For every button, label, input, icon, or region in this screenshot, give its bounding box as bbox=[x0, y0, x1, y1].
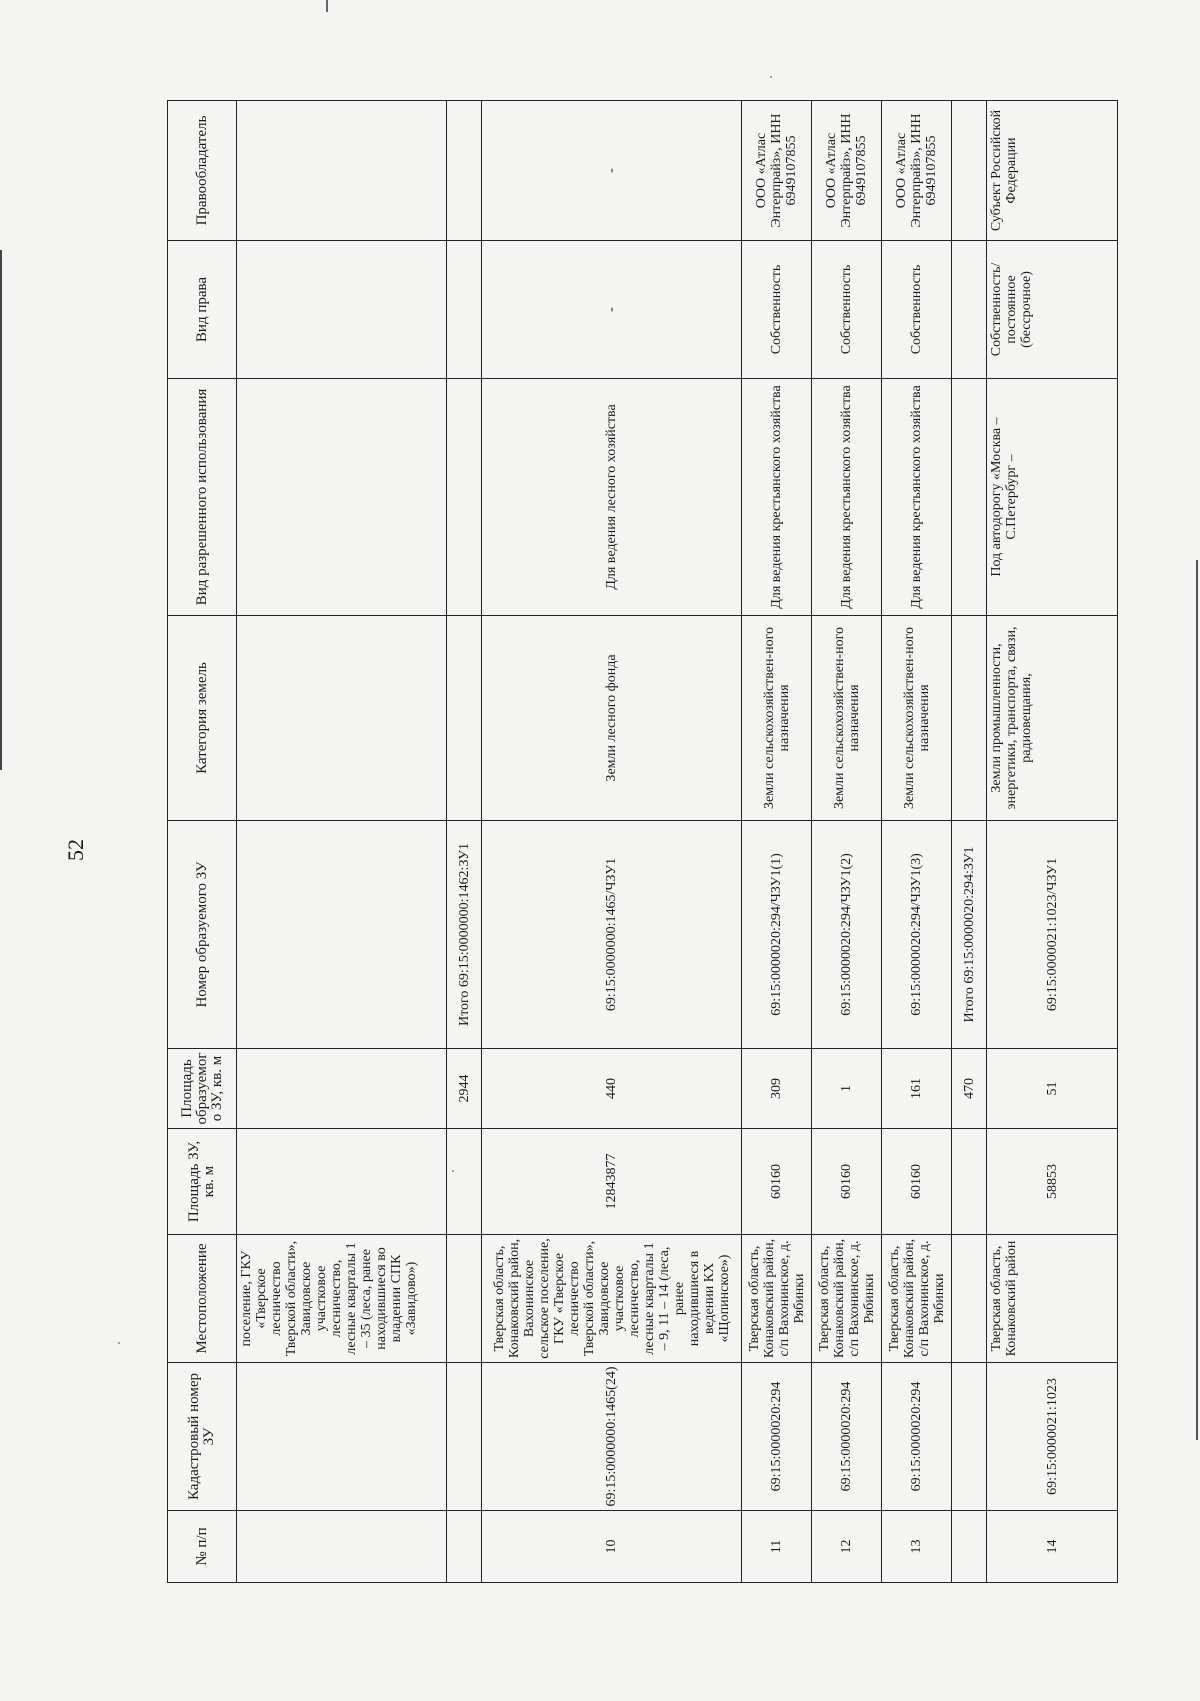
scan-speck bbox=[770, 76, 772, 78]
table-row-total bbox=[952, 101, 987, 1583]
cell-land-category: Земли промышленности, энергетики, транспорта, связи, радиовещания, bbox=[987, 616, 1118, 821]
cell-right-type: Собственность bbox=[742, 241, 812, 379]
table-row bbox=[812, 101, 882, 1583]
header-formed-area: Площадь образуемого ЗУ, кв. м bbox=[168, 1049, 237, 1129]
cell-num: 13 bbox=[882, 1511, 952, 1583]
cell-formed-area: 440 bbox=[482, 1049, 742, 1129]
land-plots-table bbox=[167, 100, 1118, 1583]
cell-land-category: Земли сельскохозяйствен-ного назначения bbox=[812, 616, 882, 821]
cell-total-label: Итого 69:15:0000020:294:ЗУ1 bbox=[952, 821, 987, 1049]
cell-cadastral: 69:15:0000000:1465(24) bbox=[482, 1363, 742, 1511]
cell-location: Тверская область, Конаковский район, с/п Вахонинское, д. Рябинки bbox=[812, 1235, 882, 1363]
cell-right-type: Собственность/ постоянное (бессрочное) bbox=[987, 241, 1118, 379]
cell-total-area: 2944 bbox=[447, 1049, 482, 1129]
cell-total-label: Итого 69:15:0000000:1462:ЗУ1 bbox=[447, 821, 482, 1049]
header-num: № п/п bbox=[168, 1511, 237, 1583]
table-row bbox=[987, 101, 1118, 1583]
header-formed-number: Номер образуемого ЗУ bbox=[168, 821, 237, 1049]
cell-formed-area: 309 bbox=[742, 1049, 812, 1129]
cell-num: 10 bbox=[482, 1511, 742, 1583]
cell-area: 60160 bbox=[742, 1129, 812, 1235]
table-wrapper bbox=[167, 101, 1118, 1583]
cell-formed-number: 69:15:0000020:294/ЧЗУ1(3) bbox=[882, 821, 952, 1049]
cell-num: 14 bbox=[987, 1511, 1118, 1583]
cell-formed-number: 69:15:0000020:294/ЧЗУ1(1) bbox=[742, 821, 812, 1049]
cell-permitted-use: Для ведения крестьянского хозяйства bbox=[742, 379, 812, 616]
cell-right-type: - bbox=[482, 241, 742, 379]
cell-formed-area: 51 bbox=[987, 1049, 1118, 1129]
table-row-continuation bbox=[237, 101, 447, 1583]
cell-formed-number: 69:15:0000000:1465/ЧЗУ1 bbox=[482, 821, 742, 1049]
cell-area: 58853 bbox=[987, 1129, 1118, 1235]
cell-area: 60160 bbox=[882, 1129, 952, 1235]
cell-holder: ООО «Атлас Энтерпрайз», ИНН 6949107855 bbox=[882, 101, 952, 241]
cell-land-category: Земли лесного фонда bbox=[482, 616, 742, 821]
cell-formed-number: 69:15:0000021:1023/ЧЗУ1 bbox=[987, 821, 1118, 1049]
cell-location: Тверская область, Конаковский район, с/п Вахонинское, д. Рябинки bbox=[742, 1235, 812, 1363]
cell-holder: ООО «Атлас Энтерпрайз», ИНН 6949107855 bbox=[812, 101, 882, 241]
cell-permitted-use: Для ведения крестьянского хозяйства bbox=[882, 379, 952, 616]
cell-holder: - bbox=[482, 101, 742, 241]
cell-cadastral: 69:15:0000020:294 bbox=[812, 1363, 882, 1511]
scan-edge-right bbox=[1196, 560, 1198, 1440]
cell-formed-area: 1 bbox=[812, 1049, 882, 1129]
header-land-category: Категория земель bbox=[168, 616, 237, 821]
table-row bbox=[742, 101, 812, 1583]
cell-land-category: Земли сельскохозяйствен-ного назначения bbox=[742, 616, 812, 821]
header-location: Местоположение bbox=[168, 1235, 237, 1363]
cell-num: 12 bbox=[812, 1511, 882, 1583]
cell-area: 60160 bbox=[812, 1129, 882, 1235]
page-number: 52 bbox=[63, 839, 88, 861]
cell-area: 12843877 bbox=[482, 1129, 742, 1235]
cell-cadastral: 69:15:0000020:294 bbox=[742, 1363, 812, 1511]
header-right-type: Вид права bbox=[168, 241, 237, 379]
cell-location: Тверская область, Конаковский район, Вахонинское сельское поселение, ГКУ «Тверское лесничество Тверской области», Завидовское участковое лесничество, лесные кварталы 1 – 9, 11 – 14 (леса, ранее находившиеся в ведении КХ «Щопинское») bbox=[482, 1235, 742, 1363]
cell-permitted-use: Для ведения лесного хозяйства bbox=[482, 379, 742, 616]
header-cadastral: Кадастровый номер ЗУ bbox=[168, 1363, 237, 1511]
cell-permitted-use: Для ведения крестьянского хозяйства bbox=[812, 379, 882, 616]
cell-formed-area: 161 bbox=[882, 1049, 952, 1129]
cell-location: Тверская область, Конаковский район bbox=[987, 1235, 1118, 1363]
scan-speck bbox=[118, 1342, 120, 1344]
header-holder: Правообладатель bbox=[168, 101, 237, 241]
cell-right-type: Собственность bbox=[812, 241, 882, 379]
cell-num: 11 bbox=[742, 1511, 812, 1583]
table-row bbox=[882, 101, 952, 1583]
cell-cadastral: 69:15:0000021:1023 bbox=[987, 1363, 1118, 1511]
scan-edge-top bbox=[326, 0, 328, 12]
cell-cadastral: 69:15:0000020:294 bbox=[882, 1363, 952, 1511]
cell-permitted-use: Под автодорогу «Москва – С.Петербург – bbox=[987, 379, 1118, 616]
table-row bbox=[482, 101, 742, 1583]
cell-holder: ООО «Атлас Энтерпрайз», ИНН 6949107855 bbox=[742, 101, 812, 241]
cell-holder: Субъект Российской Федерации bbox=[987, 101, 1118, 241]
table-row-total bbox=[447, 101, 482, 1583]
cell-location: Тверская область, Конаковский район, с/п Вахонинское, д. Рябинки bbox=[882, 1235, 952, 1363]
scan-edge-left bbox=[0, 250, 2, 770]
header-permitted-use: Вид разрешенного использования bbox=[168, 379, 237, 616]
cell-location: поселение, ГКУ «Тверское лесничество Тверской области», Завидовское участковое лесничество, лесные кварталы 1 – 35 (леса, ранее находившиеся во владении СПК «Завидово») bbox=[237, 1235, 447, 1363]
header-area: Площадь ЗУ, кв. м bbox=[168, 1129, 237, 1235]
table-header-row bbox=[168, 101, 237, 1583]
cell-total-area: 470 bbox=[952, 1049, 987, 1129]
cell-formed-number: 69:15:0000020:294/ЧЗУ1(2) bbox=[812, 821, 882, 1049]
cell-land-category: Земли сельскохозяйствен-ного назначения bbox=[882, 616, 952, 821]
cell-right-type: Собственность bbox=[882, 241, 952, 379]
